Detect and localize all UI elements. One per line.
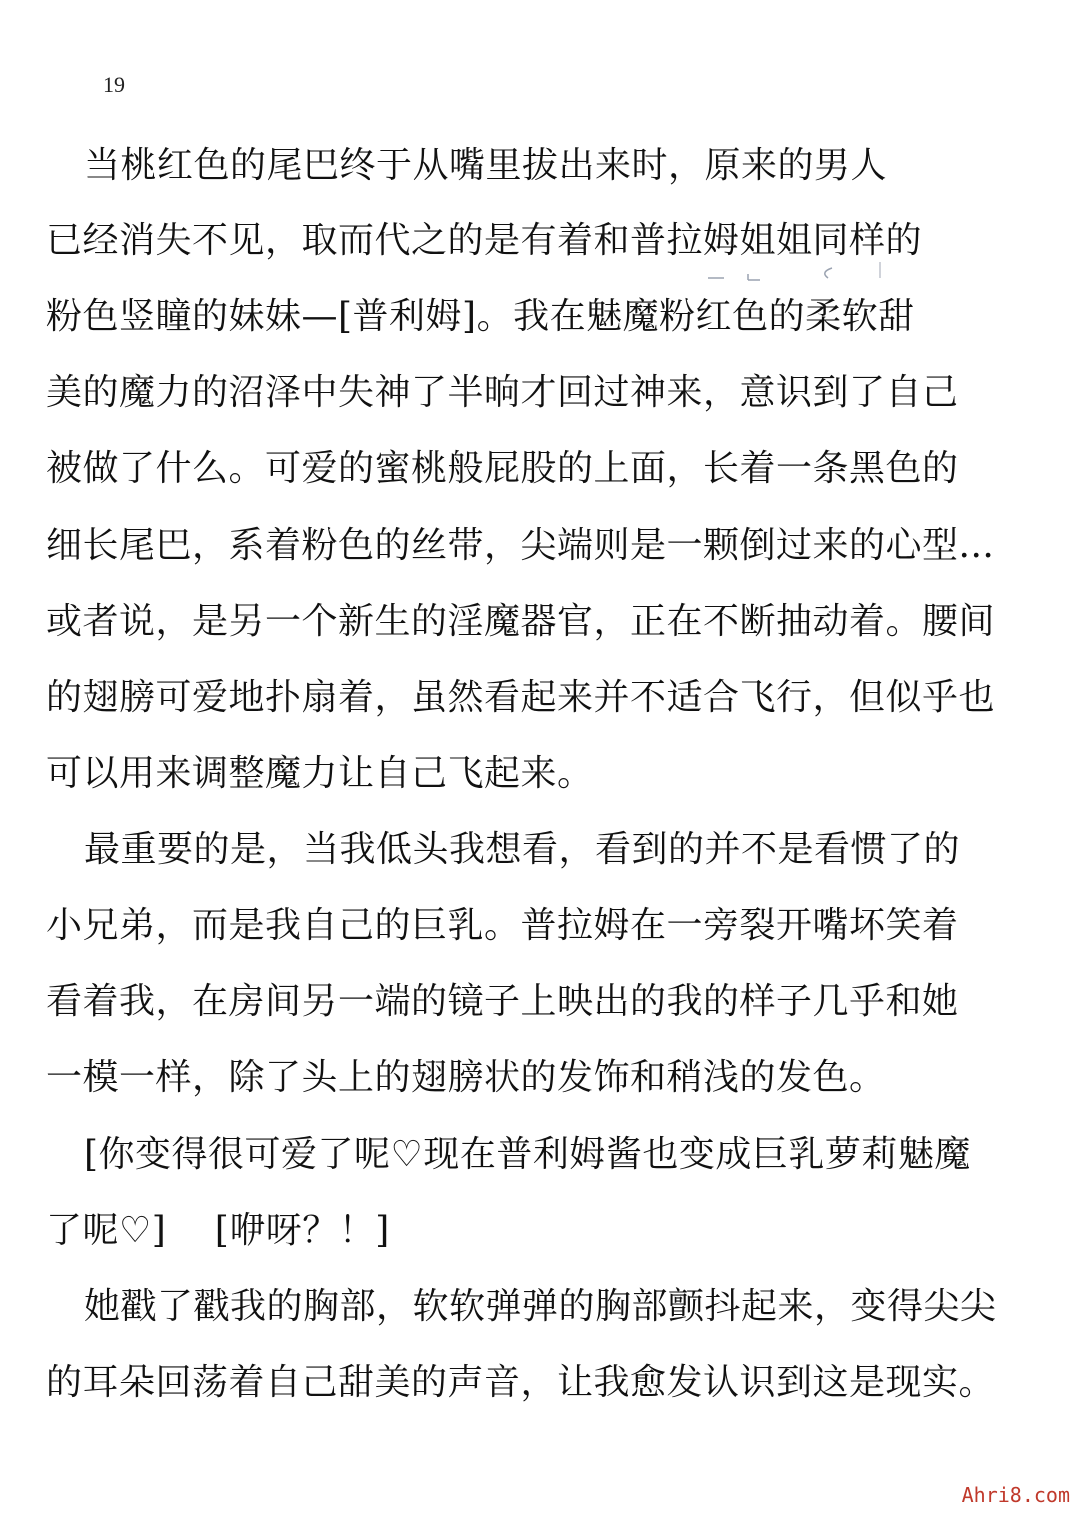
text-line: 一模一样，除了头上的翅膀状的发饰和稍浅的发色。 [46,1057,886,1098]
text-line: 了呢♡] [咿呀？！] [46,1210,390,1251]
text-line: 已经消失不见，取而代之的是有着和普拉姆姐姐同样的 [46,220,923,261]
text-line: [你变得很可爱了呢♡现在普利姆酱也变成巨乳萝莉魅魔 [84,1134,971,1175]
text-line: 可以用来调整魔力让自己飞起来。 [46,753,594,794]
page-number: 19 [103,72,125,97]
text-line: 或者说，是另一个新生的淫魔器官，正在不断抽动着。腰间 [46,601,996,642]
text-line: 的翅膀可爱地扑扇着，虽然看起来并不适合飞行，但似乎也 [46,677,996,718]
text-line: 细长尾巴，系着粉色的丝带，尖端则是一颗倒过来的心型... [46,525,995,566]
text-line: 当桃红色的尾巴终于从嘴里拔出来时，原来的男人 [84,145,888,186]
text-line: 的耳朵回荡着自己甜美的声音，让我愈发认识到这是现实。 [46,1362,996,1403]
text-line: 被做了什么。可爱的蜜桃般屁股的上面，长着一条黑色的 [46,448,959,489]
text-line: 她戳了戳我的胸部，软软弹弹的胸部颤抖起来，变得尖尖 [84,1286,997,1327]
text-line: 小兄弟，而是我自己的巨乳。普拉姆在一旁裂开嘴坏笑着 [46,905,959,946]
text-line: 最重要的是，当我低头我想看，看到的并不是看惯了的 [84,829,961,870]
text-line: 粉色竖瞳的妹妹—[普利姆]。我在魅魔粉红色的柔软甜 [46,296,915,337]
watermark: Ahri8.com [961,1483,1070,1507]
text-line: 美的魔力的沼泽中失神了半晌才回过神来，意识到了自己 [46,372,959,413]
text-line: 看着我，在房间另一端的镜子上映出的我的样子几乎和她 [46,981,959,1022]
stray-scan-marks [700,258,890,288]
